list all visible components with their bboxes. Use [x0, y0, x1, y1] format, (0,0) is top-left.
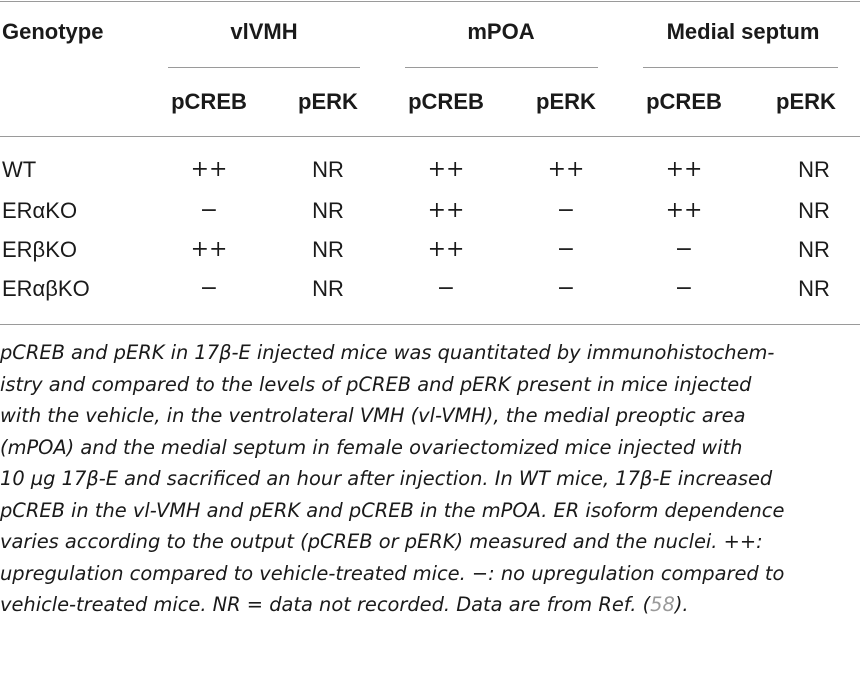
table-cell: NR — [312, 237, 344, 262]
table-cell: − — [674, 276, 694, 301]
table-footnote — [0, 337, 860, 621]
table-cell: ++ — [190, 157, 228, 182]
table-cell: NR — [798, 157, 830, 182]
table-cell: − — [556, 198, 576, 223]
group3-underline — [643, 67, 838, 68]
genotype-cell-eralphako: ERαKO — [2, 198, 78, 223]
genotype-cell-eralphabetako: ERαβKO — [2, 276, 90, 301]
table-cell: ++ — [427, 157, 465, 182]
footnote-last-line-text: vehicle-treated mice. NR = data not recorded. Data are from Ref. ( — [0, 593, 651, 616]
table-cell: − — [199, 276, 219, 301]
table-cell: − — [674, 237, 694, 262]
table-cell: ++ — [665, 198, 703, 223]
footnote-line: upregulation compared to vehicle-treated mice. −: no upregulation compared to — [0, 561, 785, 585]
table-bottom-rule — [0, 324, 860, 325]
footnote-line: istry and compared to the levels of pCREB and pERK present in mice injected — [0, 372, 752, 396]
table-cell: ++ — [190, 237, 228, 262]
vlvmh-pcreb-header: pCREB — [171, 89, 247, 114]
footnote-last-line — [0, 589, 860, 621]
group2-underline — [405, 67, 598, 68]
table-cell: − — [436, 276, 456, 301]
footnote-line: pCREB and pERK in 17β-E injected mice was quantitated by immunohistochem- — [0, 341, 775, 364]
table-cell: NR — [798, 198, 830, 223]
footnote-line: pCREB in the vl-VMH and pERK and pCREB in the mPOA. ER isoform dependence — [0, 498, 785, 522]
table-cell: ++ — [427, 237, 465, 262]
reference-link[interactable]: 58 — [650, 593, 675, 616]
table-cell: ++ — [547, 157, 585, 182]
table-cell: − — [199, 198, 219, 223]
septum-pcreb-header: pCREB — [646, 89, 722, 114]
table-cell: − — [556, 276, 576, 301]
vlvmh-perk-header: pERK — [298, 89, 358, 114]
table-cell: ++ — [665, 157, 703, 182]
table-cell: NR — [312, 276, 344, 301]
vlvmh-group-header: vlVMH — [230, 19, 298, 44]
group1-underline — [168, 67, 360, 68]
footnote-last-line-end: ). — [674, 593, 689, 616]
septum-perk-header: pERK — [776, 89, 836, 114]
table-cell: NR — [798, 276, 830, 301]
genotype-cell-erbetako: ERβKO — [2, 237, 78, 262]
table-cell: − — [556, 237, 576, 262]
medial-septum-group-header: Medial septum — [666, 19, 820, 44]
footnote-line: with the vehicle, in the ventrolateral VMH (vl-VMH), the medial preoptic area — [0, 404, 746, 427]
table-cell: NR — [312, 157, 344, 182]
mpoa-perk-header: pERK — [536, 89, 596, 114]
footnote-line: (mPOA) and the medial septum in female ovariectomized mice injected with — [0, 435, 743, 459]
table-cell: ++ — [427, 198, 465, 223]
footnote-line: 10 µg 17β-E and sacrificed an hour after injection. In WT mice, 17β-E increased — [0, 467, 773, 490]
table-cell: NR — [798, 237, 830, 262]
mpoa-pcreb-header: pCREB — [408, 89, 484, 114]
genotype-cell-wt: WT — [2, 157, 37, 182]
mpoa-group-header: mPOA — [467, 19, 535, 44]
header-bottom-rule — [0, 136, 860, 137]
footnote-line: varies according to the output (pCREB or pERK) measured and the nuclei. ++: — [0, 530, 763, 553]
table-top-rule — [0, 1, 860, 2]
table-cell: NR — [312, 198, 344, 223]
genotype-header: Genotype — [2, 19, 104, 44]
